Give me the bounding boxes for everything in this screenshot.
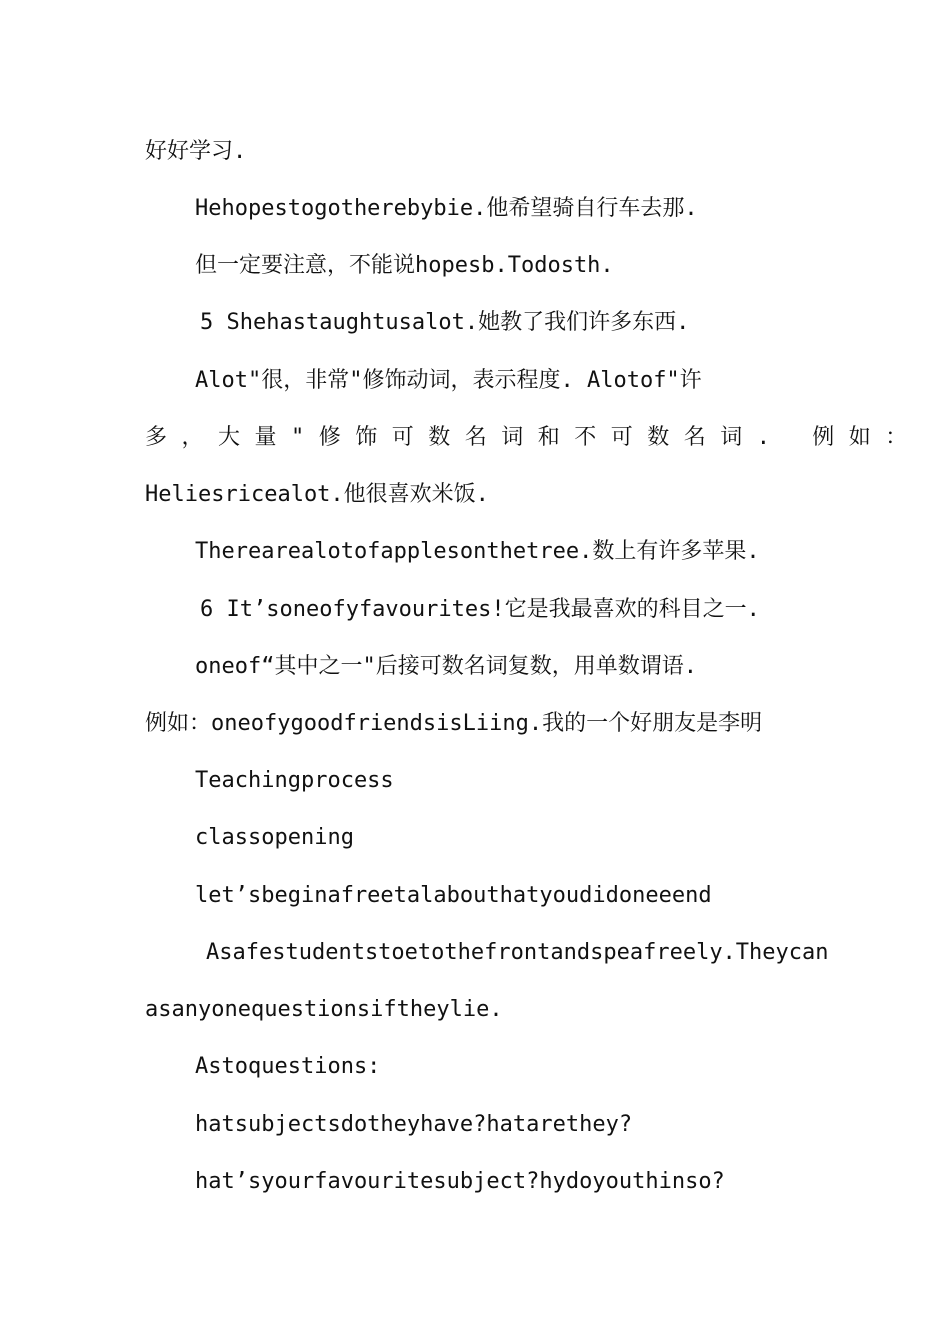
text-line: Alot"很，非常"修饰动词，表示程度. Alotof"许 xyxy=(195,368,702,393)
text-line: Teachingprocess xyxy=(195,768,394,793)
text-line: let’sbeginafreetalabouthatyoudidoneeend xyxy=(195,883,712,908)
text-line: Asafestudentstoetothefrontandspeafreely.Theycan xyxy=(206,940,829,965)
text-line: hat’syourfavouritesubject?hydoyouthinso? xyxy=(195,1169,725,1194)
text-line: 例如：oneofygoodfriendsisLiing.我的一个好朋友是李明 xyxy=(145,711,763,736)
text-line: 好好学习. xyxy=(145,139,247,164)
text-line: Hehopestogotherebybie.他希望骑自行车去那. xyxy=(195,196,698,221)
text-line: 6 It’soneofyfavourites!它是我最喜欢的科目之一. xyxy=(200,597,760,622)
text-line: hatsubjectsdotheyhave?hatarethey? xyxy=(195,1112,633,1137)
text-line: 但一定要注意，不能说hopesb.Todosth. xyxy=(195,253,614,278)
text-line: oneof“其中之一"后接可数名词复数，用单数谓语. xyxy=(195,654,697,679)
text-line: Heliesricealot.他很喜欢米饭. xyxy=(145,482,489,507)
text-line: asanyonequestionsiftheylie. xyxy=(145,997,503,1022)
text-line: 多，大量"修饰可数名词和不可数名词. 例如： xyxy=(145,425,922,450)
text-line: Astoquestions: xyxy=(195,1054,381,1079)
text-line: 5 Shehastaughtusalot.她教了我们许多东西. xyxy=(200,310,690,335)
text-line: classopening xyxy=(195,825,354,850)
text-line: Therearealotofapplesonthetree.数上有许多苹果. xyxy=(195,539,760,564)
